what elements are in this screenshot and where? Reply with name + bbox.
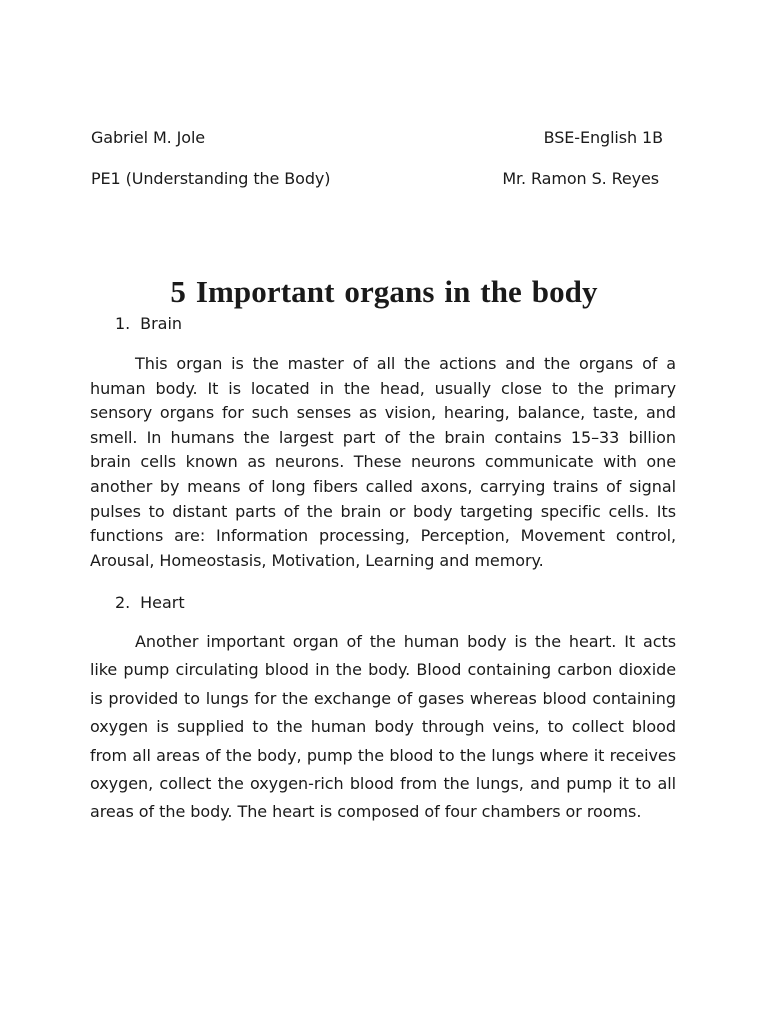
list-number: 1. bbox=[115, 314, 131, 333]
document-title: 5 Important organs in the body bbox=[170, 274, 598, 309]
list-number: 2. bbox=[115, 593, 131, 612]
class-section: BSE-English 1B bbox=[543, 128, 663, 147]
list-heading-heart bbox=[115, 593, 185, 612]
paragraph-heart: Another important organ of the human body is the heart. It acts like pump circulating blood in the body. Blood containing carbon dioxide is provided to lungs for the exchange of gases whereas blood containing oxygen is supplied to the human body through veins, to collect blood from all areas of the body, pump the blood to the lungs where it receives oxygen, collect the oxygen-rich blood from the lungs, and pump it to all areas of the body. The heart is composed of four chambers or rooms. bbox=[90, 632, 676, 822]
list-heading-label: Heart bbox=[140, 593, 185, 612]
list-heading-brain bbox=[115, 314, 182, 333]
header-row-bottom bbox=[91, 169, 659, 188]
list-heading-label: Brain bbox=[140, 314, 183, 333]
instructor-name: Mr. Ramon S. Reyes bbox=[502, 169, 659, 188]
course-name: PE1 (Understanding the Body) bbox=[91, 169, 331, 188]
header-row-top bbox=[91, 128, 663, 147]
paragraph-brain: This organ is the master of all the actions and the organs of a human body. It is located in the head, usually close to the primary sensory organs for such senses as vision, hearing, balance, taste, and smell. In humans the largest part of the brain contains 15–33 billion brain cells known as neurons. These neurons communicate with one another by means of long fibers called axons, carrying trains of signal pulses to distant parts of the brain or body targeting specific cells. Its functions are: Information processing, Perception, Movement control, Arousal, Homeostasis, Motivation, Learning and memory. bbox=[90, 354, 676, 570]
author-name: Gabriel M. Jole bbox=[91, 128, 206, 147]
